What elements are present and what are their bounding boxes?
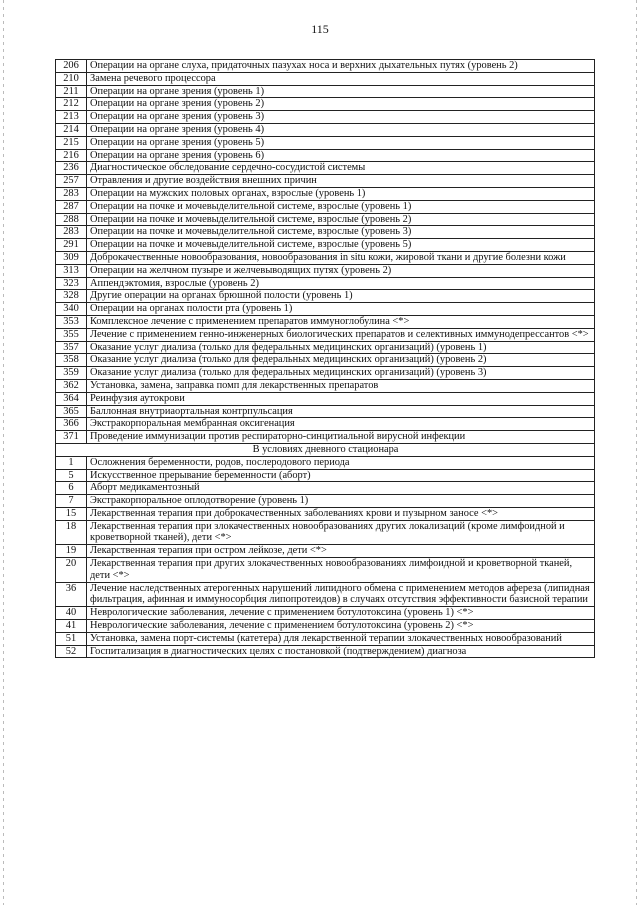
table-row bbox=[56, 507, 595, 520]
row-description: Операции на органе зрения (уровень 1) bbox=[87, 85, 595, 98]
row-code: 288 bbox=[56, 213, 87, 226]
row-description: Неврологические заболевания, лечение с применением ботулотоксина (уровень 1) <*> bbox=[87, 607, 595, 620]
table-row bbox=[56, 85, 595, 98]
row-code: 36 bbox=[56, 582, 87, 607]
row-description: Установка, замена, заправка помп для лекарственных препаратов bbox=[87, 379, 595, 392]
row-code: 51 bbox=[56, 632, 87, 645]
table-row bbox=[56, 482, 595, 495]
row-code: 371 bbox=[56, 431, 87, 444]
page-number: 115 bbox=[311, 22, 329, 36]
row-code: 210 bbox=[56, 72, 87, 85]
row-code: 309 bbox=[56, 251, 87, 264]
row-code: 52 bbox=[56, 645, 87, 658]
row-description: Оказание услуг диализа (только для федеральных медицинских организаций) (уровень 2) bbox=[87, 354, 595, 367]
table-row bbox=[56, 175, 595, 188]
row-description: Операции на органе зрения (уровень 4) bbox=[87, 123, 595, 136]
row-description: Лечение наследственных атерогенных нарушений липидного обмена с применением методов афереза (липидная фильтрация, афинная и иммуносорбция липопротеидов) в случаях отсутствия эффективности базисной терапии bbox=[87, 582, 595, 607]
table-row bbox=[56, 405, 595, 418]
row-description: Аппендэктомия, взрослые (уровень 2) bbox=[87, 277, 595, 290]
row-description: Лекарственная терапия при остром лейкозе, дети <*> bbox=[87, 545, 595, 558]
table-row bbox=[56, 607, 595, 620]
row-code: 257 bbox=[56, 175, 87, 188]
row-description: Осложнения беременности, родов, послеродового периода bbox=[87, 456, 595, 469]
row-description: Операции на почке и мочевыделительной системе, взрослые (уровень 2) bbox=[87, 213, 595, 226]
row-description: Искусственное прерывание беременности (аборт) bbox=[87, 469, 595, 482]
row-description: Диагностическое обследование сердечно-сосудистой системы bbox=[87, 162, 595, 175]
row-code: 353 bbox=[56, 315, 87, 328]
row-code: 358 bbox=[56, 354, 87, 367]
table-row bbox=[56, 123, 595, 136]
table-row bbox=[56, 303, 595, 316]
table-row bbox=[56, 431, 595, 444]
table-row bbox=[56, 226, 595, 239]
table-row bbox=[56, 495, 595, 508]
row-description: Реинфузия аутокрови bbox=[87, 392, 595, 405]
table-row bbox=[56, 200, 595, 213]
row-description: Оказание услуг диализа (только для федеральных медицинских организаций) (уровень 3) bbox=[87, 367, 595, 380]
table-row bbox=[56, 469, 595, 482]
row-description: Комплексное лечение с применением препаратов иммуноглобулина <*> bbox=[87, 315, 595, 328]
table-row bbox=[56, 418, 595, 431]
table-row bbox=[56, 239, 595, 252]
row-code: 211 bbox=[56, 85, 87, 98]
table-row bbox=[56, 645, 595, 658]
row-description: Лекарственная терапия при злокачественных новообразованиях других локализаций (кроме лимфоидной и кроветворной тканей), дети <*> bbox=[87, 520, 595, 545]
row-code: 213 bbox=[56, 111, 87, 124]
row-description: Операции на органе зрения (уровень 3) bbox=[87, 111, 595, 124]
table-row bbox=[56, 367, 595, 380]
row-code: 323 bbox=[56, 277, 87, 290]
table-body-day-hospital bbox=[56, 456, 595, 658]
row-code: 328 bbox=[56, 290, 87, 303]
row-code: 18 bbox=[56, 520, 87, 545]
row-code: 1 bbox=[56, 456, 87, 469]
row-description: Оказание услуг диализа (только для федеральных медицинских организаций) (уровень 1) bbox=[87, 341, 595, 354]
scan-edge-right bbox=[636, 0, 637, 905]
row-code: 365 bbox=[56, 405, 87, 418]
row-description: Операции на органах полости рта (уровень 1) bbox=[87, 303, 595, 316]
table-row bbox=[56, 149, 595, 162]
row-description: Другие операции на органах брюшной полости (уровень 1) bbox=[87, 290, 595, 303]
row-code: 291 bbox=[56, 239, 87, 252]
table-row bbox=[56, 520, 595, 545]
row-description: Операции на почке и мочевыделительной системе, взрослые (уровень 5) bbox=[87, 239, 595, 252]
table-row bbox=[56, 136, 595, 149]
table-row bbox=[56, 251, 595, 264]
row-code: 214 bbox=[56, 123, 87, 136]
row-description: Операции на желчном пузыре и желчевыводящих путях (уровень 2) bbox=[87, 264, 595, 277]
table-row bbox=[56, 60, 595, 73]
row-description: Лекарственная терапия при доброкачественных заболеваниях крови и пузырном заносе <*> bbox=[87, 507, 595, 520]
row-description: Экстракорпоральная мембранная оксигенация bbox=[87, 418, 595, 431]
row-code: 40 bbox=[56, 607, 87, 620]
row-code: 236 bbox=[56, 162, 87, 175]
table-row bbox=[56, 632, 595, 645]
table-row bbox=[56, 341, 595, 354]
table-row bbox=[56, 456, 595, 469]
table-row bbox=[56, 277, 595, 290]
csg-table bbox=[55, 59, 595, 658]
row-description: Операции на почке и мочевыделительной системе, взрослые (уровень 1) bbox=[87, 200, 595, 213]
row-code: 206 bbox=[56, 60, 87, 73]
row-description: Аборт медикаментозный bbox=[87, 482, 595, 495]
row-code: 313 bbox=[56, 264, 87, 277]
row-code: 41 bbox=[56, 620, 87, 633]
table-row bbox=[56, 264, 595, 277]
row-description: Неврологические заболевания, лечение с применением ботулотоксина (уровень 2) <*> bbox=[87, 620, 595, 633]
row-description: Доброкачественные новообразования, новообразования in situ кожи, жировой ткани и другие болезни кожи bbox=[87, 251, 595, 264]
row-code: 366 bbox=[56, 418, 87, 431]
row-code: 20 bbox=[56, 558, 87, 583]
table-row bbox=[56, 290, 595, 303]
row-description: Баллонная внутриаортальная контрпульсация bbox=[87, 405, 595, 418]
row-description: Операции на органе зрения (уровень 6) bbox=[87, 149, 595, 162]
table-row bbox=[56, 98, 595, 111]
section-row bbox=[56, 443, 595, 456]
row-code: 5 bbox=[56, 469, 87, 482]
row-description: Проведение иммунизации против респираторно-синцитиальной вирусной инфекции bbox=[87, 431, 595, 444]
row-description: Экстракорпоральное оплодотворение (уровень 1) bbox=[87, 495, 595, 508]
section-title: В условиях дневного стационара bbox=[56, 443, 595, 456]
table-row bbox=[56, 379, 595, 392]
row-code: 6 bbox=[56, 482, 87, 495]
table-body-hospital bbox=[56, 60, 595, 444]
row-description: Операции на органе слуха, придаточных пазухах носа и верхних дыхательных путях (уровень 2) bbox=[87, 60, 595, 73]
row-code: 283 bbox=[56, 187, 87, 200]
row-description: Лечение с применением генно-инженерных биологических препаратов и селективных иммунодепрессантов <*> bbox=[87, 328, 595, 341]
scan-edge-left bbox=[3, 0, 4, 905]
row-code: 357 bbox=[56, 341, 87, 354]
row-description: Операции на органе зрения (уровень 5) bbox=[87, 136, 595, 149]
row-code: 355 bbox=[56, 328, 87, 341]
table-row bbox=[56, 213, 595, 226]
row-code: 19 bbox=[56, 545, 87, 558]
table-row bbox=[56, 315, 595, 328]
row-description: Операции на органе зрения (уровень 2) bbox=[87, 98, 595, 111]
row-code: 359 bbox=[56, 367, 87, 380]
table-row bbox=[56, 545, 595, 558]
table-section-header bbox=[56, 443, 595, 456]
table-row bbox=[56, 111, 595, 124]
table-row bbox=[56, 72, 595, 85]
row-description: Госпитализация в диагностических целях с постановкой (подтверждением) диагноза bbox=[87, 645, 595, 658]
row-code: 364 bbox=[56, 392, 87, 405]
row-code: 283 bbox=[56, 226, 87, 239]
row-code: 212 bbox=[56, 98, 87, 111]
table-row bbox=[56, 354, 595, 367]
row-description: Установка, замена порт-системы (катетера) для лекарственной терапии злокачественных новообразований bbox=[87, 632, 595, 645]
table-row bbox=[56, 620, 595, 633]
table-row bbox=[56, 162, 595, 175]
row-description: Отравления и другие воздействия внешних причин bbox=[87, 175, 595, 188]
row-code: 215 bbox=[56, 136, 87, 149]
row-code: 340 bbox=[56, 303, 87, 316]
table-row bbox=[56, 558, 595, 583]
table-row bbox=[56, 187, 595, 200]
row-code: 216 bbox=[56, 149, 87, 162]
row-code: 287 bbox=[56, 200, 87, 213]
table-row bbox=[56, 582, 595, 607]
table-row bbox=[56, 392, 595, 405]
row-description: Замена речевого процессора bbox=[87, 72, 595, 85]
row-description: Операции на почке и мочевыделительной системе, взрослые (уровень 3) bbox=[87, 226, 595, 239]
row-code: 362 bbox=[56, 379, 87, 392]
row-code: 15 bbox=[56, 507, 87, 520]
row-code: 7 bbox=[56, 495, 87, 508]
row-description: Операции на мужских половых органах, взрослые (уровень 1) bbox=[87, 187, 595, 200]
row-description: Лекарственная терапия при других злокачественных новообразованиях лимфоидной и кроветворной тканей, дети <*> bbox=[87, 558, 595, 583]
table-row bbox=[56, 328, 595, 341]
